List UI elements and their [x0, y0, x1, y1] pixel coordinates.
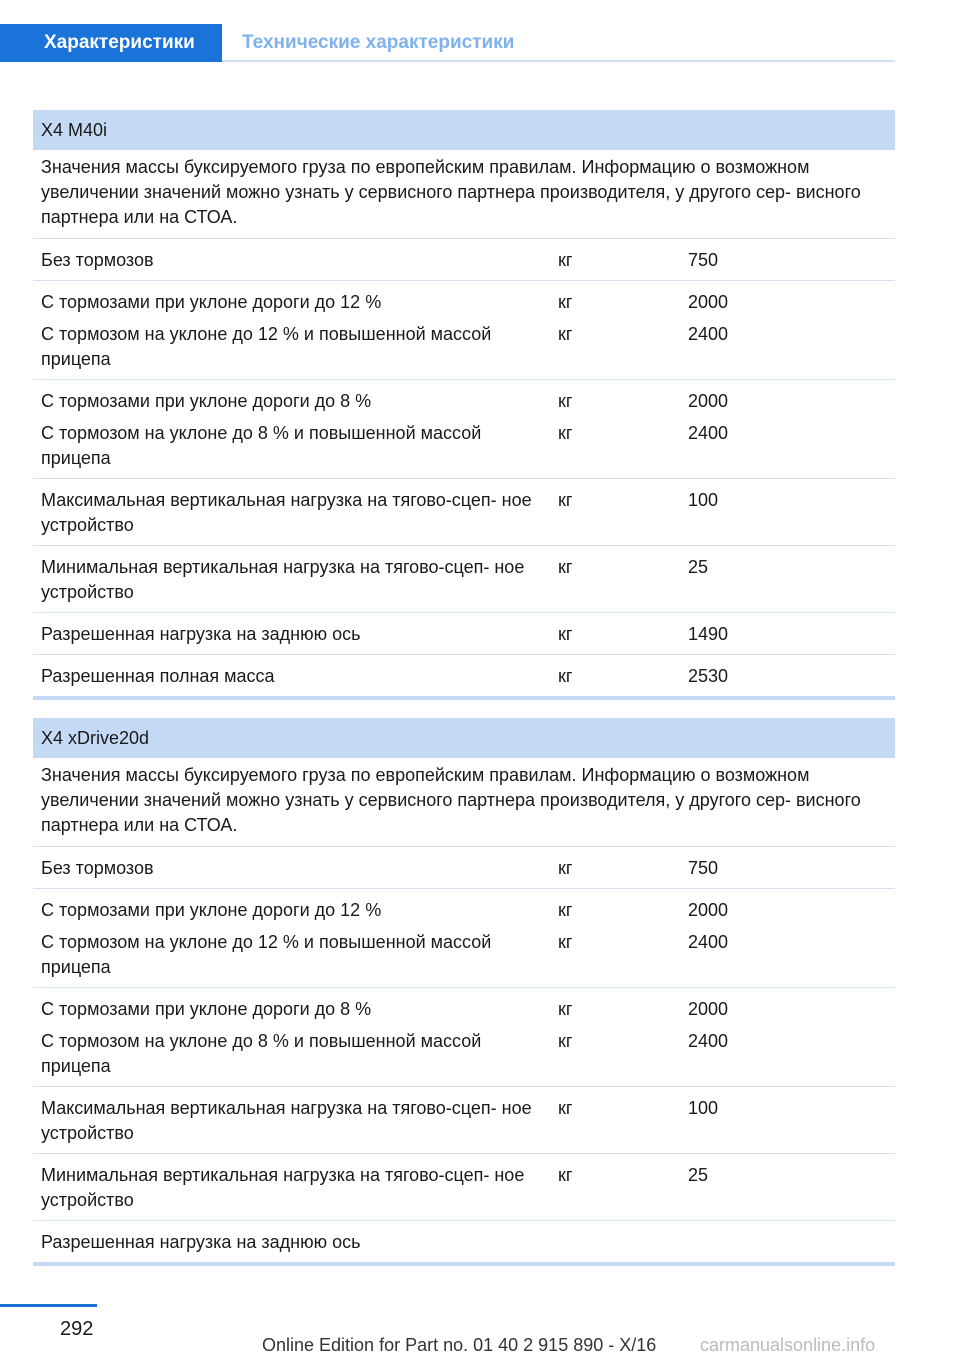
row-unit-secondary: кг: [558, 1031, 573, 1051]
table-note: Значения массы буксируемого груза по европейским правилам. Информацию о возможном увеличении значений можно узнать у сервисного партнера производителя, у другого сер- висного партнера или на СТОА.: [41, 765, 861, 835]
row-label-secondary: С тормозом на уклоне до 8 % и повышенной массой прицепа: [41, 423, 482, 468]
table-row: [33, 479, 895, 546]
table-row: [33, 847, 895, 889]
watermark: carmanualsonline.info: [700, 1335, 876, 1355]
page-number: 292: [60, 1318, 94, 1340]
row-value: 2530: [688, 666, 729, 686]
row-value: 2000: [688, 999, 729, 1019]
row-value: 25: [688, 557, 709, 577]
row-value: 1490: [688, 624, 729, 644]
table-note: Значения массы буксируемого груза по европейским правилам. Информацию о возможном увеличении значений можно узнать у сервисного партнера производителя, у другого сер- висного партнера или на СТОА.: [41, 157, 861, 227]
row-label: С тормозами при уклоне дороги до 12 %: [41, 292, 382, 312]
header-divider: [222, 60, 895, 62]
table-model-heading: X4 xDrive20d: [33, 718, 895, 758]
row-label: Разрешенная нагрузка на заднюю ось: [41, 1232, 361, 1252]
table-row: [33, 1221, 895, 1262]
row-label: Максимальная вертикальная нагрузка на тягово-сцеп- ное устройство: [41, 490, 532, 535]
row-unit: кг: [558, 900, 573, 920]
row-value: 100: [688, 490, 719, 510]
row-label: Без тормозов: [41, 250, 154, 270]
row-value: 2000: [688, 900, 729, 920]
row-label: С тормозами при уклоне дороги до 12 %: [41, 900, 382, 920]
row-value-secondary: 2400: [688, 423, 729, 443]
table-bottom-border: [33, 1262, 895, 1266]
row-value: 25: [688, 1165, 709, 1185]
row-value: 100: [688, 1098, 719, 1118]
table-row: [33, 655, 895, 696]
table-row: [33, 889, 895, 988]
row-value-secondary: 2400: [688, 932, 729, 952]
table-row: [33, 1087, 895, 1154]
page-header: [0, 24, 895, 62]
row-value: 2000: [688, 292, 729, 312]
row-unit-secondary: кг: [558, 324, 573, 344]
tab-technical-characteristics[interactable]: Технические характеристики: [242, 32, 515, 53]
row-value: 2000: [688, 391, 729, 411]
row-unit: кг: [558, 391, 573, 411]
row-unit: кг: [558, 666, 573, 686]
table-row: [33, 380, 895, 479]
row-label: Разрешенная нагрузка на заднюю ось: [41, 624, 361, 644]
row-unit-secondary: кг: [558, 932, 573, 952]
row-label: Без тормозов: [41, 858, 154, 878]
edition-text: Online Edition for Part no. 01 40 2 915 890 - X/16: [262, 1335, 657, 1355]
row-label-secondary: С тормозом на уклоне до 8 % и повышенной массой прицепа: [41, 1031, 482, 1076]
table-note-row: [33, 758, 895, 847]
row-unit: кг: [558, 1165, 573, 1185]
row-unit: кг: [558, 557, 573, 577]
table-model-heading: X4 M40i: [33, 110, 895, 150]
row-unit: кг: [558, 292, 573, 312]
table-row: [33, 239, 895, 281]
row-label-secondary: С тормозом на уклоне до 12 % и повышенной массой прицепа: [41, 932, 492, 977]
tab-characteristics[interactable]: Характеристики: [0, 24, 222, 62]
table-bottom-border: [33, 696, 895, 700]
row-value-secondary: 2400: [688, 324, 729, 344]
row-unit: кг: [558, 1098, 573, 1118]
row-label: Минимальная вертикальная нагрузка на тягово-сцеп- ное устройство: [41, 1165, 525, 1210]
row-unit: кг: [558, 490, 573, 510]
row-unit: кг: [558, 858, 573, 878]
table-row: [33, 1154, 895, 1221]
table-row: [33, 613, 895, 655]
row-label: Максимальная вертикальная нагрузка на тягово-сцеп- ное устройство: [41, 1098, 532, 1143]
table-row: [33, 546, 895, 613]
row-value: 750: [688, 858, 719, 878]
row-unit: кг: [558, 999, 573, 1019]
row-unit-secondary: кг: [558, 423, 573, 443]
row-unit: кг: [558, 250, 573, 270]
row-label: Минимальная вертикальная нагрузка на тягово-сцеп- ное устройство: [41, 557, 525, 602]
row-label-secondary: С тормозом на уклоне до 12 % и повышенной массой прицепа: [41, 324, 492, 369]
row-value-secondary: 2400: [688, 1031, 729, 1051]
row-label: С тормозами при уклоне дороги до 8 %: [41, 391, 372, 411]
row-unit: кг: [558, 624, 573, 644]
row-label: С тормозами при уклоне дороги до 8 %: [41, 999, 372, 1019]
row-value: 750: [688, 250, 719, 270]
row-label: Разрешенная полная масса: [41, 666, 275, 686]
table-row: [33, 988, 895, 1087]
spec-table-x4-m40i: [33, 110, 895, 700]
spec-table-x4-xdrive20d: [33, 718, 895, 1266]
table-note-row: [33, 150, 895, 239]
footer-accent-line: [0, 1304, 97, 1307]
table-row: [33, 281, 895, 380]
